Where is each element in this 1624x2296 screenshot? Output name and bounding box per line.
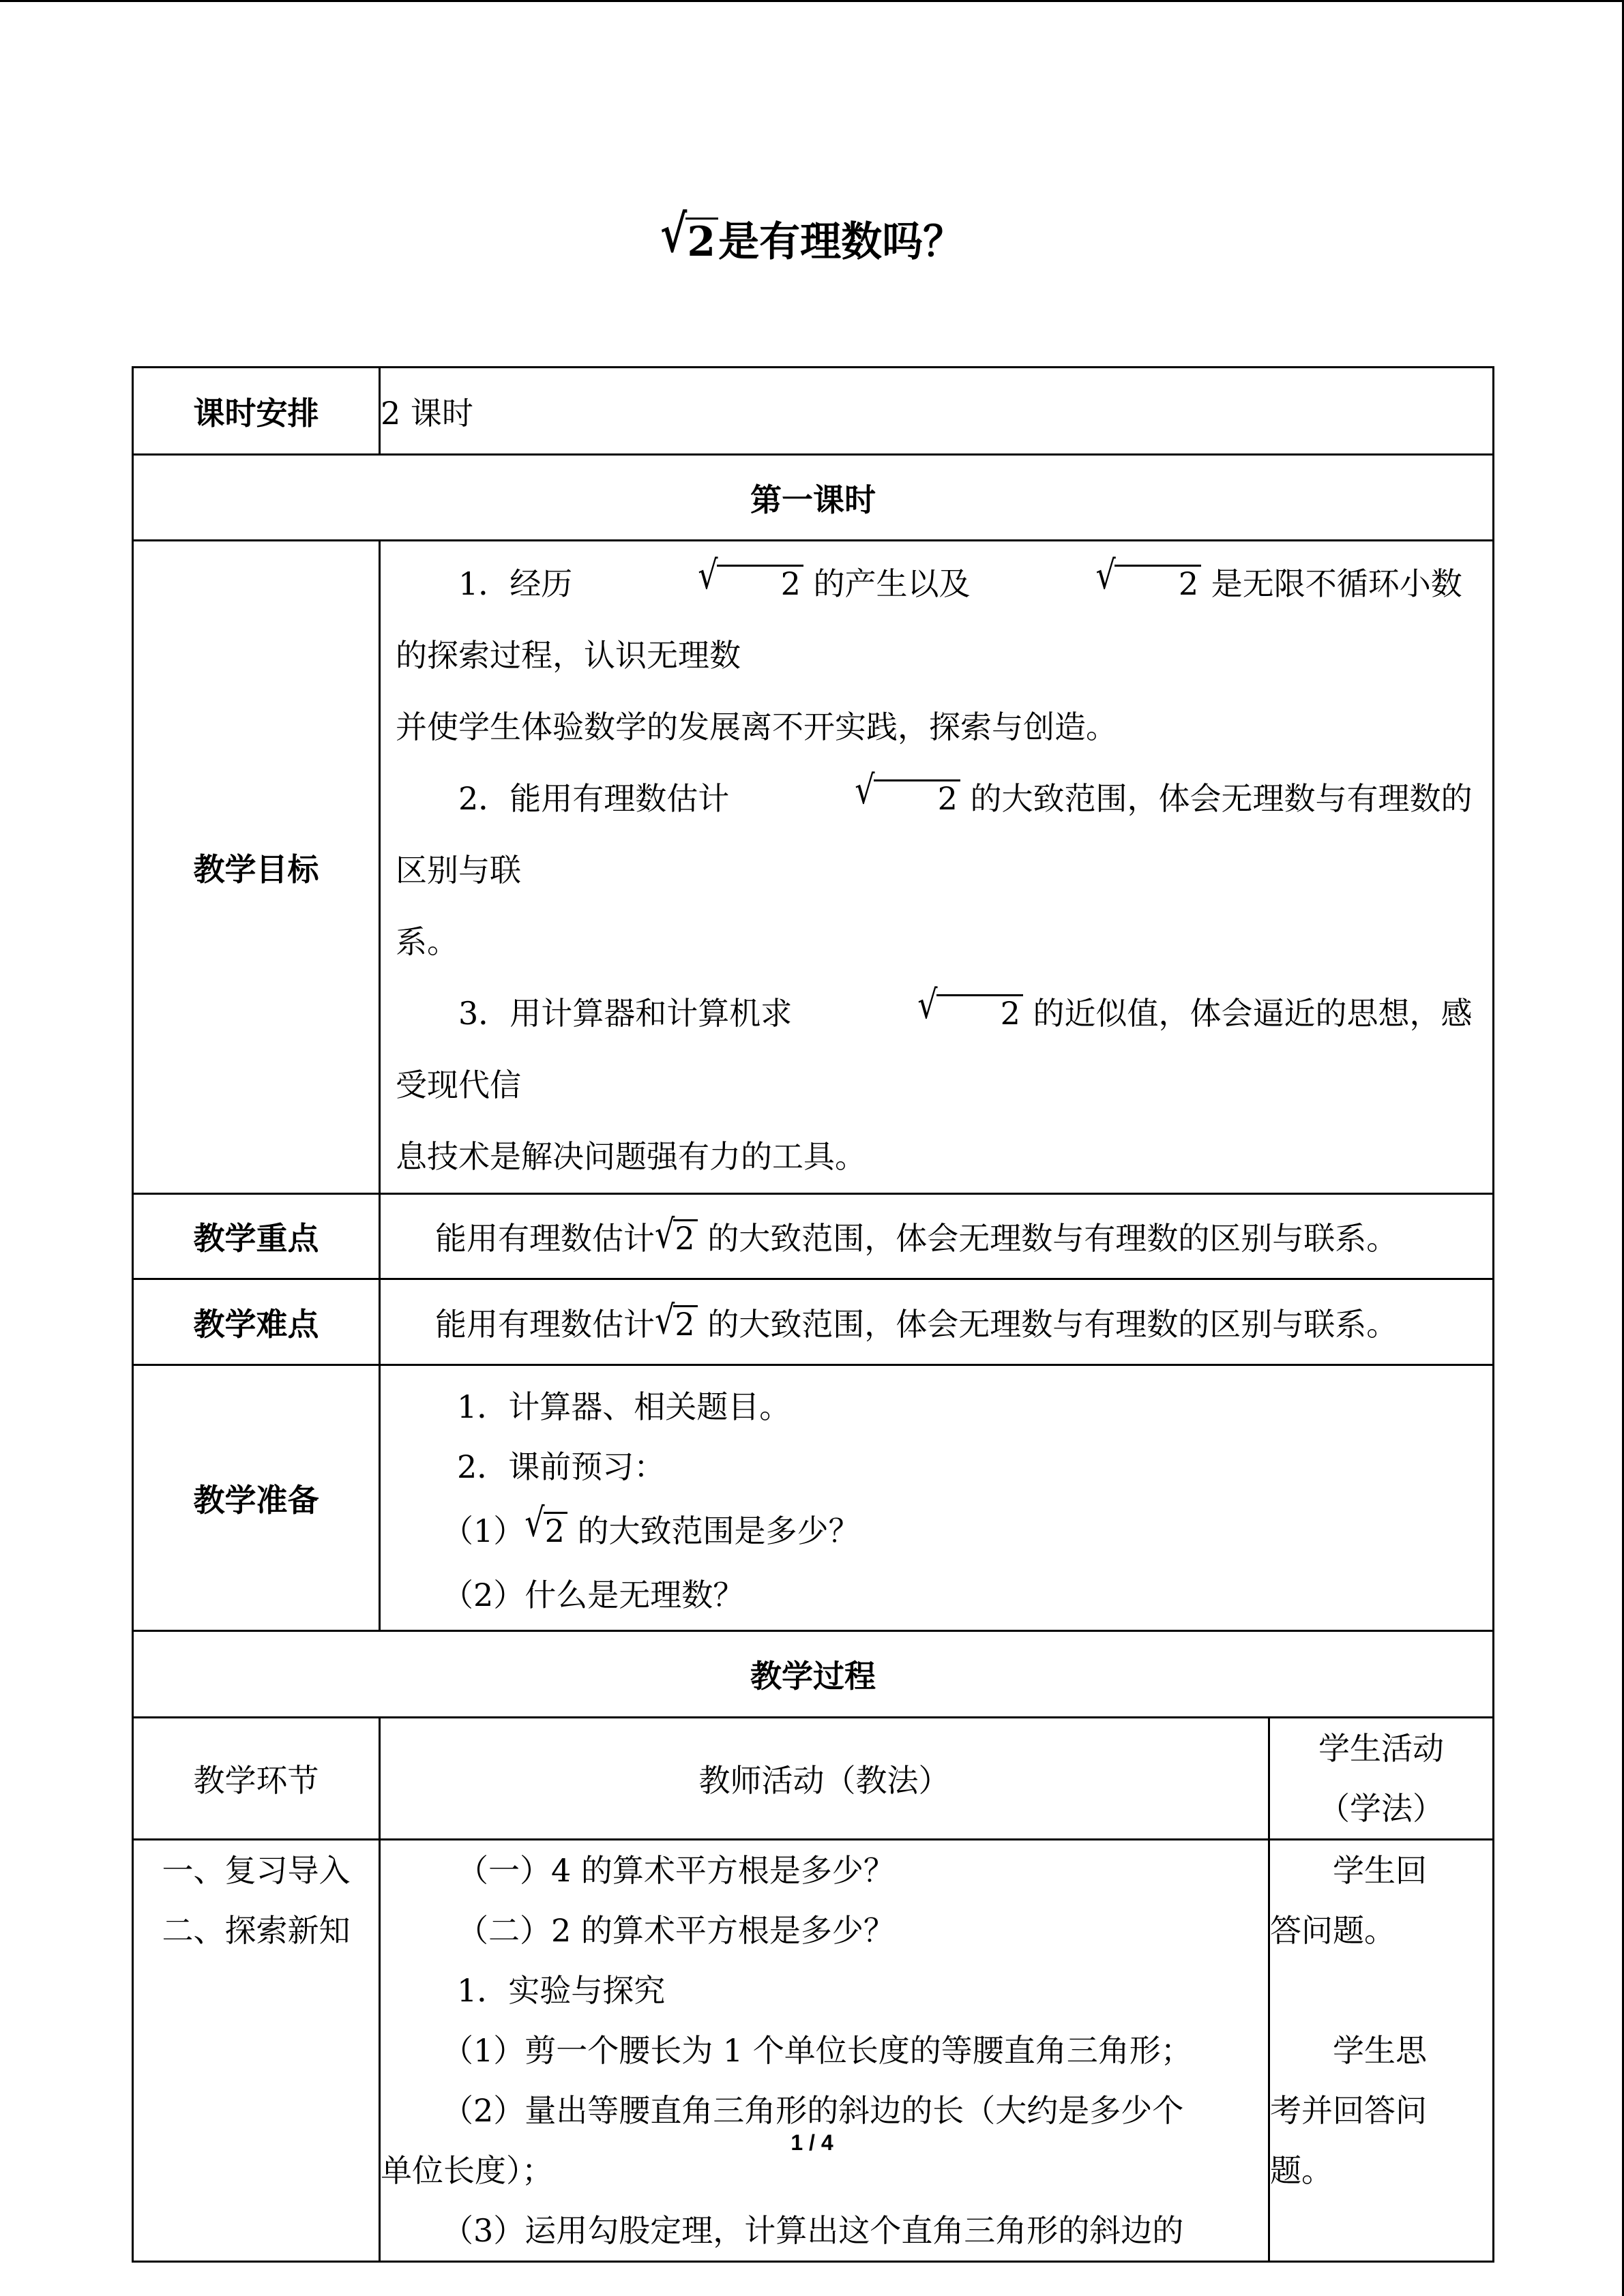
title-text: 是有理数吗？ xyxy=(718,218,964,266)
student-line: 答问题。 xyxy=(1270,1912,1396,1949)
process-teacher-activity xyxy=(380,1840,1269,2262)
sqrt-radicand: 2 xyxy=(673,1305,697,1342)
section-teaching-process: 教学过程 xyxy=(133,1631,1494,1718)
sqrt-symbol: √2 xyxy=(525,1497,567,1565)
prep-line-4: （2）什么是无理数？ xyxy=(442,1577,745,1613)
goal-1 xyxy=(381,548,1492,763)
sqrt-radicand: 2 xyxy=(874,779,960,816)
goal-1-text-c: 是无限不循环小数的探索过程，认识无理数 xyxy=(396,565,1462,674)
sqrt-radicand: 2 xyxy=(673,1219,697,1256)
difficulty-text-b: 的大致范围，体会无理数与有理数的区别与联系。 xyxy=(707,1305,1398,1343)
row-hours xyxy=(133,368,1494,455)
lesson-plan-table xyxy=(132,366,1494,2263)
sqrt-symbol: √2 xyxy=(655,1305,698,1343)
goal-1-text-a: 1．经历 xyxy=(458,565,573,602)
student-line: 学生回 xyxy=(1333,1852,1427,1889)
page-edge-top xyxy=(0,0,1624,2)
goal-3 xyxy=(381,978,1492,1193)
label-key-point: 教学重点 xyxy=(133,1194,380,1279)
sqrt-radicand: 2 xyxy=(717,565,803,601)
teacher-line: 1．实验与探究 xyxy=(457,1972,666,2009)
label-preparation: 教学准备 xyxy=(133,1365,380,1631)
row-goals xyxy=(133,541,1494,1194)
goal-1-text-d: 并使学生体验数学的发展离不开实践，探索与创造。 xyxy=(396,709,1117,745)
sqrt-symbol: √ 2 xyxy=(729,763,960,835)
goal-2-text-b: 的大致范围，体会无理数与有理数的区别与联 xyxy=(396,780,1473,889)
goal-3-text-b: 的近似值，体会逼近的思想，感受现代信 xyxy=(396,995,1473,1103)
sqrt-symbol: √ 2 xyxy=(971,548,1202,620)
prep-line-3-text-b: 的大致范围是多少？ xyxy=(577,1512,860,1549)
key-point-text-b: 的大致范围，体会无理数与有理数的区别与联系。 xyxy=(707,1220,1398,1257)
student-line: 题。 xyxy=(1270,2152,1333,2189)
process-row xyxy=(133,1840,1494,2262)
goal-3-text-a: 3．用计算器和计算机求 xyxy=(458,995,793,1032)
sqrt-radicand: 2 xyxy=(685,218,718,265)
header-stage: 教学环节 xyxy=(133,1718,380,1840)
label-hours: 课时安排 xyxy=(133,368,380,455)
teacher-line: （2）量出等腰直角三角形的斜边的长（大约是多少个 xyxy=(442,2092,1184,2129)
stage-explore: 二、探索新知 xyxy=(162,1912,351,1949)
row-section-process xyxy=(133,1631,1494,1718)
goals-content xyxy=(380,541,1494,1194)
process-student-activity xyxy=(1269,1840,1494,2262)
section-first-lesson: 第一课时 xyxy=(133,455,1494,541)
sqrt-radicand: 2 xyxy=(1114,565,1201,601)
header-student-line-2: （学法） xyxy=(1318,1790,1444,1827)
goal-1-text-b: 的产生以及 xyxy=(813,565,971,602)
teacher-line: （3）运用勾股定理，计算出这个直角三角形的斜边的 xyxy=(442,2212,1184,2249)
preparation-content xyxy=(380,1365,1494,1631)
process-stages xyxy=(133,1840,380,2262)
header-student xyxy=(1269,1718,1494,1840)
row-section-first xyxy=(133,455,1494,541)
difficulty-text-a: 能用有理数估计 xyxy=(435,1305,655,1343)
label-goals: 教学目标 xyxy=(133,541,380,1194)
row-difficulty xyxy=(133,1279,1494,1365)
row-key-point xyxy=(133,1194,1494,1279)
header-teacher: 教师活动（教法） xyxy=(380,1718,1269,1840)
label-difficulty: 教学难点 xyxy=(133,1279,380,1365)
prep-line-1: 1．计算器、相关题目。 xyxy=(457,1388,791,1425)
spacer xyxy=(1270,1960,1492,2021)
teacher-line: （二）2 的算术平方根是多少？ xyxy=(457,1912,895,1949)
teacher-line: （1）剪一个腰长为 1 个单位长度的等腰直角三角形； xyxy=(442,2032,1192,2069)
sqrt-symbol: √2 xyxy=(660,211,718,273)
goal-2-text-a: 2．能用有理数估计 xyxy=(458,780,730,817)
page-title xyxy=(0,205,1624,273)
goal-2 xyxy=(381,763,1492,978)
process-header-row xyxy=(133,1718,1494,1840)
prep-line-3 xyxy=(381,1497,1492,1565)
goal-3-text-c: 息技术是解决问题强有力的工具。 xyxy=(396,1138,866,1175)
student-line: 学生思 xyxy=(1333,2032,1427,2069)
goal-2-text-c: 系。 xyxy=(396,923,458,960)
prep-line-3-text-a: （1） xyxy=(442,1512,525,1549)
value-hours: 2 课时 xyxy=(380,368,1494,455)
teacher-line: （一）4 的算术平方根是多少？ xyxy=(457,1852,895,1889)
prep-line-2: 2．课前预习： xyxy=(457,1448,666,1485)
sqrt-radicand: 2 xyxy=(936,994,1023,1031)
key-point-text-a: 能用有理数估计 xyxy=(435,1220,655,1257)
student-line: 考并回答问 xyxy=(1270,2092,1427,2129)
sqrt-symbol: √ 2 xyxy=(572,548,803,620)
sqrt-symbol: √2 xyxy=(655,1219,698,1257)
teacher-line: 单位长度）； xyxy=(381,2152,553,2189)
page-number: 1 / 4 xyxy=(791,2130,833,2155)
row-preparation xyxy=(133,1365,1494,1631)
stage-review: 一、复习导入 xyxy=(162,1852,351,1889)
sqrt-radicand: 2 xyxy=(544,1512,567,1549)
header-student-line-1: 学生活动 xyxy=(1318,1730,1444,1767)
difficulty-content xyxy=(380,1279,1494,1365)
sqrt-symbol: √ 2 xyxy=(792,978,1023,1049)
key-point-content xyxy=(380,1194,1494,1279)
